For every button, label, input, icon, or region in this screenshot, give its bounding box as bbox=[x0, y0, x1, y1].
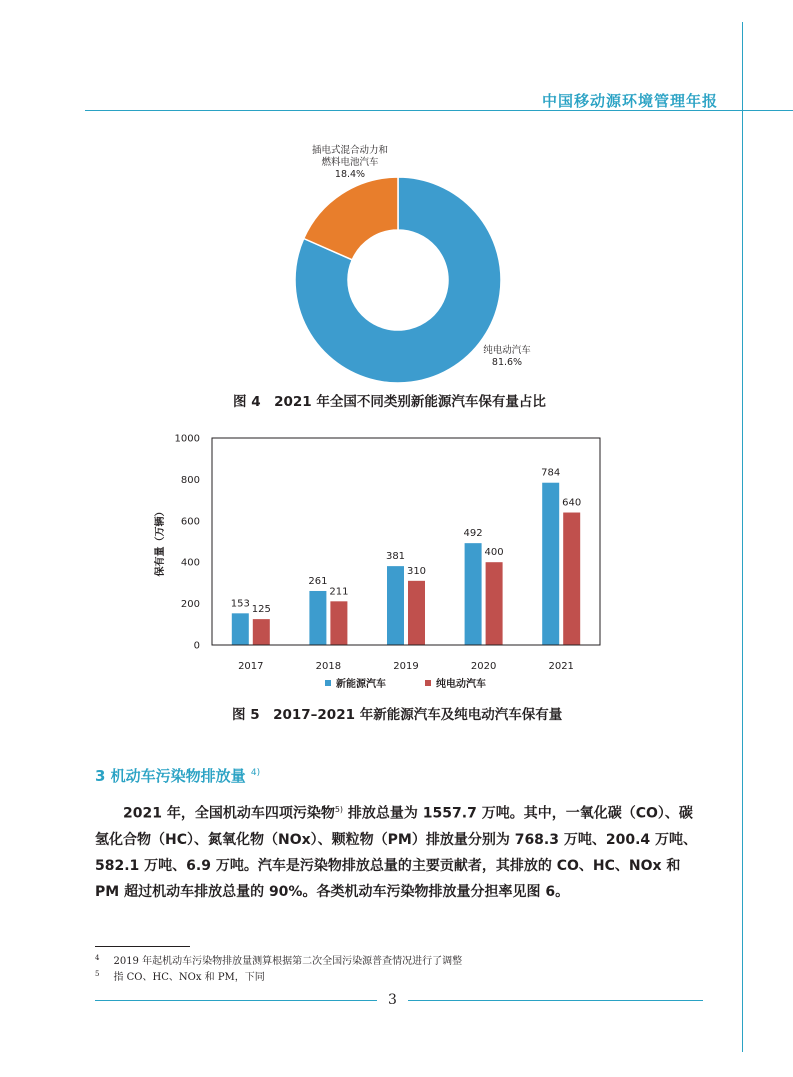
footnote-5-text: 指 CO、HC、NOx 和 PM，下同 bbox=[113, 972, 265, 983]
body-paragraph bbox=[95, 797, 701, 905]
bar-bev-2018 bbox=[330, 601, 347, 645]
footnote-4-text: 2019 年起机动车污染物排放量测算根据第二次全国污染源普查情况进行了调整 bbox=[113, 956, 463, 967]
bar-bev-2020 bbox=[486, 562, 503, 645]
body-text-part2: 排放总量为 1557.7 万吨。其中，一氧化碳（CO）、碳氢化合物（HC）、氮氧化物（NOx）、颗粒物（PM）排放量分别为 768.3 万吨、200.4 万吨、582.1 万吨、6.9 万吨。汽车是污染物排放总量的主要贡献者，其排放的 CO、HC、NOx 和 PM 超过机动车排放总量的 90%。各类机动车污染物排放量分担率见图 6。 bbox=[95, 805, 698, 900]
page-header-title: 中国移动源环境管理年报 bbox=[541, 92, 718, 110]
bar-value-label: 310 bbox=[406, 565, 427, 577]
bar-value-label: 261 bbox=[308, 575, 328, 587]
body-text-part1: 2021 年，全国机动车四项污染物 bbox=[123, 805, 335, 822]
phev-label-line1: 插电式混合动力和 bbox=[311, 145, 388, 156]
x-tick-label: 2017 bbox=[238, 661, 264, 672]
donut-slices bbox=[295, 177, 501, 383]
bar-nev-2020 bbox=[465, 543, 482, 645]
x-axis-ticks bbox=[238, 661, 574, 672]
bar-bev-2017 bbox=[253, 619, 270, 645]
bar-series bbox=[231, 468, 581, 645]
bar-value-label: 211 bbox=[329, 586, 349, 598]
bar-nev-2017 bbox=[232, 613, 249, 645]
body-footnote-ref: 5) bbox=[334, 805, 344, 814]
section-heading bbox=[95, 765, 260, 786]
y-tick-label: 600 bbox=[180, 516, 200, 528]
bar-value-label: 492 bbox=[463, 528, 483, 540]
footnote-4 bbox=[95, 952, 462, 967]
chart-legend bbox=[325, 677, 486, 690]
footnote-5 bbox=[95, 968, 265, 983]
x-tick-label: 2019 bbox=[393, 661, 419, 672]
bar-value-label: 153 bbox=[230, 598, 250, 610]
y-axis-ticks bbox=[175, 434, 200, 652]
bev-percent: 81.6% bbox=[491, 357, 523, 368]
footnote-separator bbox=[95, 946, 190, 947]
legend-swatch-1 bbox=[425, 680, 431, 686]
legend-label-1: 纯电动汽车 bbox=[436, 679, 486, 690]
figure4-caption: 图 4 2021 年全国不同类别新能源汽车保有量占比 bbox=[233, 394, 546, 410]
y-tick-label: 200 bbox=[180, 599, 200, 611]
section-title: 3 机动车污染物排放量 bbox=[95, 767, 246, 785]
right-margin-rule bbox=[742, 22, 743, 1052]
footer-rule-right bbox=[408, 1000, 703, 1001]
bar-value-label: 400 bbox=[484, 547, 504, 559]
bar-bev-2021 bbox=[563, 513, 580, 645]
bar-nev-2018 bbox=[309, 591, 326, 645]
bar-bev-2019 bbox=[408, 581, 425, 645]
bev-label bbox=[472, 345, 542, 369]
footnote-4-mark: 4 bbox=[95, 953, 100, 962]
bev-label-name: 纯电动汽车 bbox=[483, 345, 531, 356]
y-axis-title-group bbox=[153, 507, 166, 578]
bar-value-label: 125 bbox=[251, 604, 271, 616]
phev-label bbox=[295, 145, 405, 181]
y-tick-label: 1000 bbox=[174, 433, 200, 445]
footnote-5-mark: 5 bbox=[95, 969, 100, 978]
x-tick-label: 2020 bbox=[470, 661, 497, 672]
bar-value-label: 381 bbox=[385, 551, 406, 563]
y-tick-label: 400 bbox=[180, 557, 200, 569]
figure5-bar-chart bbox=[145, 428, 615, 703]
y-axis-title: 保有量（万辆） bbox=[155, 506, 166, 577]
footer-rule-left bbox=[95, 1000, 377, 1001]
figure5-caption: 图 5 2017–2021 年新能源汽车及纯电动汽车保有量 bbox=[232, 707, 563, 723]
phev-percent: 18.4% bbox=[334, 169, 366, 180]
bar-nev-2021 bbox=[542, 483, 559, 645]
x-tick-label: 2021 bbox=[548, 661, 574, 672]
section-footnote-ref: 4) bbox=[250, 768, 261, 778]
bar-value-label: 640 bbox=[562, 497, 582, 509]
x-tick-label: 2018 bbox=[315, 661, 342, 672]
bar-nev-2019 bbox=[387, 566, 404, 645]
phev-label-line2: 燃料电池汽车 bbox=[321, 157, 379, 168]
y-tick-label: 800 bbox=[180, 474, 200, 486]
legend-swatch-0 bbox=[325, 680, 331, 686]
bar-value-label: 784 bbox=[541, 467, 561, 479]
legend-label-0: 新能源汽车 bbox=[336, 679, 386, 690]
page-number: 3 bbox=[388, 992, 397, 1008]
y-tick-label: 0 bbox=[193, 640, 200, 652]
